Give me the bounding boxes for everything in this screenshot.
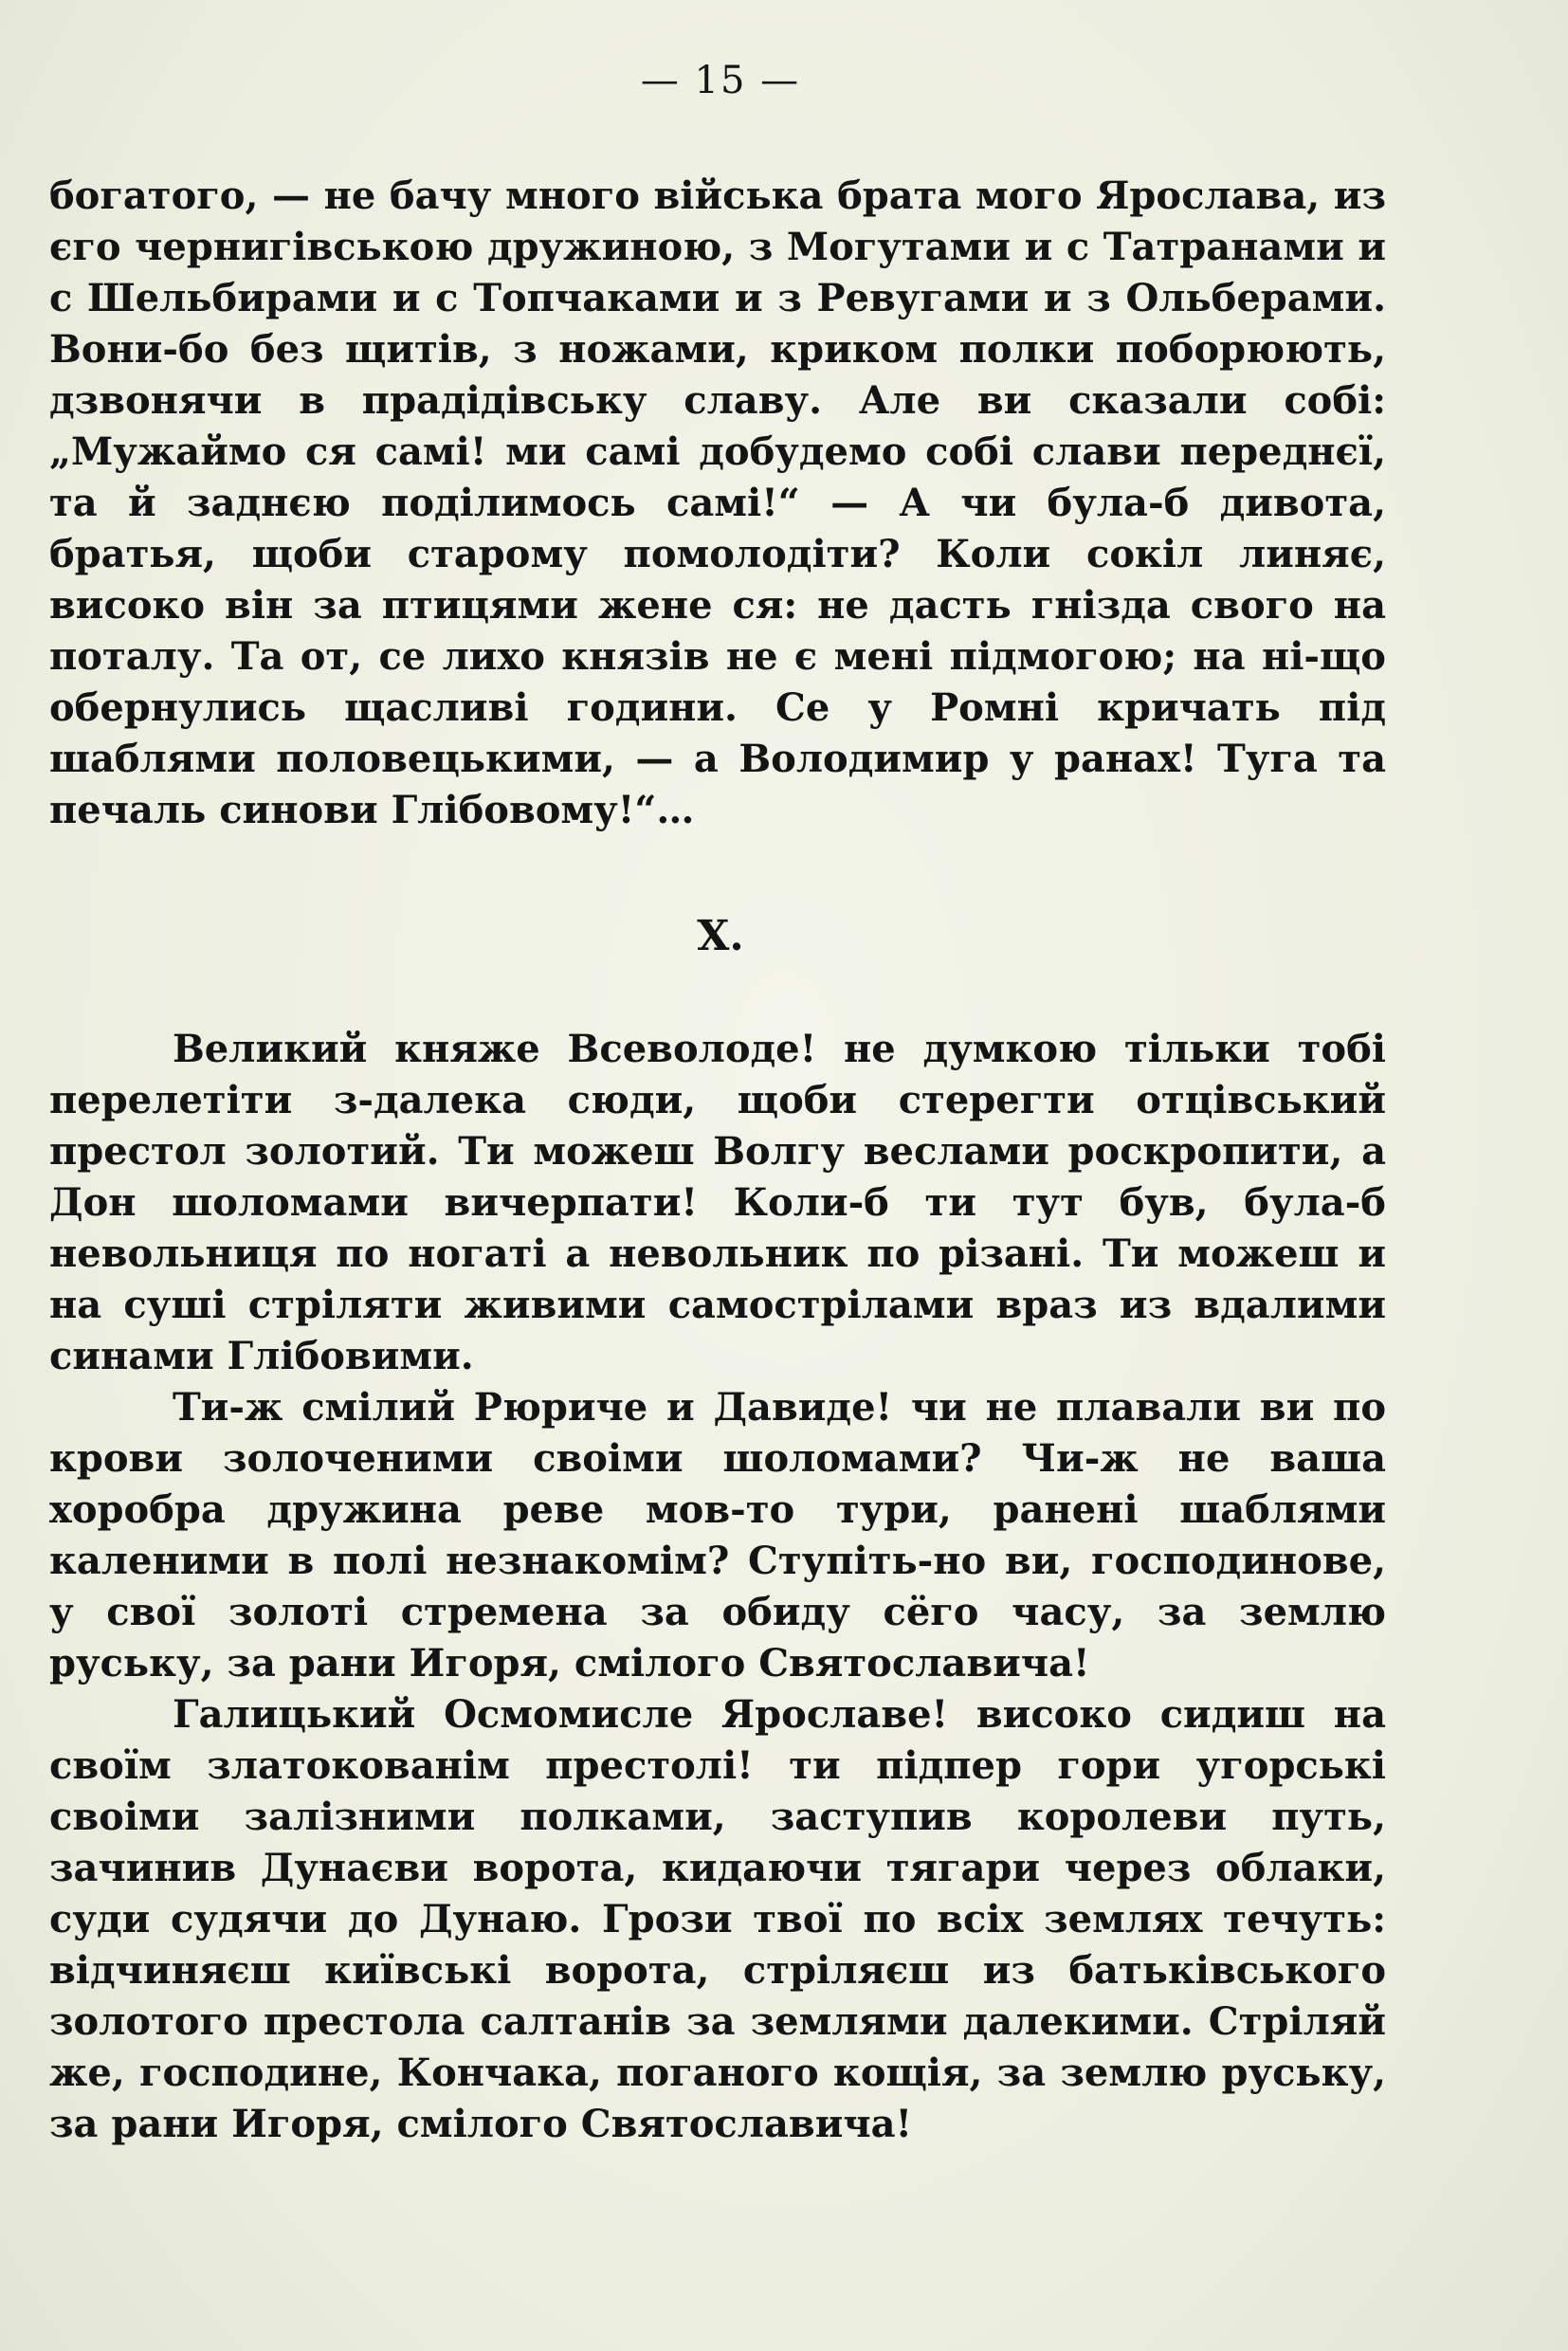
chapter-body xyxy=(49,1024,1386,2150)
paragraph: Великий княже Всеволоде! не думкою тільки тобі перелетіти з-далека сюди, щоби стерегти отцівський престол золотий. Ти можеш Волгу веслами роскропити, а Дон шоломами вичерпати! Коли-б ти тут був, була-б невольниця по ногаті а невольник по різані. Ти можеш и на суші стріляти живими самострілами враз из вдалими синами Глібовими. xyxy=(49,1027,1386,1378)
page-number: — 15 — xyxy=(640,59,801,102)
continued-paragraph: богатого, — не бачу много війська брата мого Ярослава, из єго чернигівською дружиною, з Могутами и с Татранами и с Шельбирами и с Топчаками и з Ревугами и з Ольберами. Вони-бо без щитів, з ножами, криком полки поборюють, дзвонячи в прадідівську славу. Але ви сказали собі: „Мужаймо ся самі! ми самі добудемо собі слави переднєї, та й заднєю поділимось самі!“ — А чи була-б дивота, братья, щоби старому помолодіти? Коли сокіл линяє, високо він за птицями жене ся: не дасть гнізда свого на поталу. Та от, се лихо князів не є мені підмогою; на ні-що обернулись щасливі години. Се у Ромні кричать під шаблями половецькими, — а Володимир у ранах! Туга та печаль синови Глібовому!“… xyxy=(49,173,1386,832)
continued-paragraph-block xyxy=(49,171,1386,836)
paragraph: Ти-ж смілий Рюриче и Давиде! чи не плавали ви по крови золоченими своіми шоломами? Чи-ж не ваша хоробра дружина реве мов-то тури, ранені шаблями каленими в полі незнакомім? Ступіть-но ви, господинове, у свої золоті стремена за обиду сёго часу, за землю руську, за рани Игоря, смілого Святославича! xyxy=(49,1385,1386,1686)
chapter-heading: X. xyxy=(697,912,744,960)
paragraph: Галицький Осмомисле Ярославе! високо сидиш на своїм златокованім престолі! ти підпер гори угорські своіми залізними полками, заступив королеви путь, зачинив Дунаєви ворота, кидаючи тягари через облаки, суди судячи до Дунаю. Грози твої по всіх землях течуть: відчиняєш київські ворота, стріляєш из батьківського золотого престола салтанів за землями далекими. Стріляй же, господине, Кончака, поганого кощія, за землю руську, за рани Игоря, смілого Святославича! xyxy=(49,1692,1386,2146)
